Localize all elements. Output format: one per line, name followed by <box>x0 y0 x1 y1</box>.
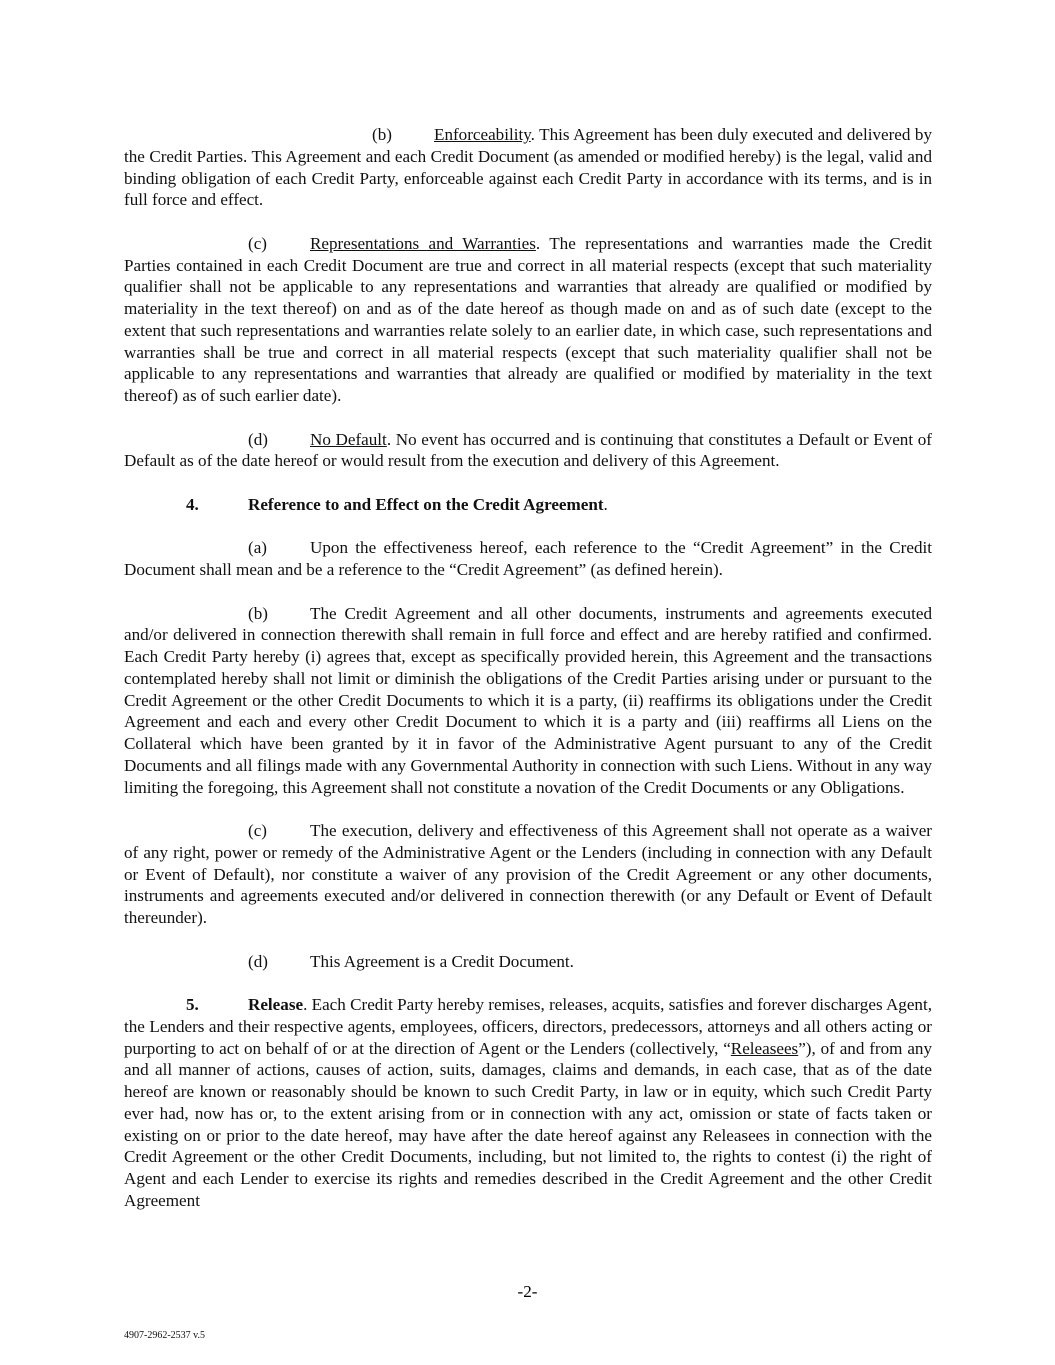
paragraph-3b <box>124 124 932 211</box>
paragraph-4c <box>124 820 932 929</box>
paragraph-text: The execution, delivery and effectiveness of this Agreement shall not operate as a waiver of any right, power or remedy of the Administrative Agent or the Lenders (including in connection with any Default or Event of Default), nor constitute a waiver of any provision of the Credit Agreement or any other documents, instruments and agreements executed and/or delivered in connection therewith (or any Default or Event of Default thereunder). <box>124 821 932 927</box>
defined-term: Releasees <box>730 1038 799 1058</box>
paragraph-text: Upon the effectiveness hereof, each reference to the “Credit Agreement” in the Credit Document shall mean and be a reference to the “Credit Agreement” (as defined herein). <box>124 538 932 579</box>
paragraph-3c <box>124 233 932 407</box>
paragraph-number: (a) <box>248 538 267 558</box>
paragraph-4a <box>124 537 932 581</box>
paragraph-4b <box>124 603 932 799</box>
paragraph-title: Representations and Warranties <box>310 233 536 253</box>
paragraph-number: (b) <box>372 125 392 144</box>
paragraph-number: (d) <box>248 951 268 971</box>
section-4-heading <box>124 494 932 516</box>
paragraph-number: (d) <box>248 429 268 449</box>
section-title: Release <box>248 995 304 1014</box>
paragraph-4d <box>124 951 932 973</box>
paragraph-number: (c) <box>248 821 267 840</box>
paragraph-number: (b) <box>248 603 268 623</box>
paragraph-text: . This Agreement has been duly executed and delivered by the Credit Parties. This Agreement and each Credit Document (as amended or modified hereby) is the legal, valid and binding obligation of each Credit Party, enforceable against each Credit Party in accordance with its terms, and is in full force and effect. <box>124 125 932 210</box>
section-number: 4. <box>186 494 199 514</box>
paragraph-number: (c) <box>248 233 267 253</box>
document-id: 4907-2962-2537 v.5 <box>124 1330 206 1341</box>
paragraph-text: . The representations and warranties made the Credit Parties contained in each Credit Document are true and correct in all material respects (except that such materiality qualifier shall not be applicable to any representations and warranties that already are qualified or modified by materiality in the text thereof) on and as of the date hereof as though made on and as of such date (except to the extent that such representations and warranties relate solely to an earlier date, in which case, such representations and warranties shall be true and correct in all material respects (except that such materiality qualifier shall not be applicable to any representations and warranties that already are qualified or modified by materiality in the text thereof) as of such earlier date). <box>124 233 932 405</box>
paragraph-title: Enforceability <box>434 125 531 144</box>
page-number: -2- <box>517 1282 538 1301</box>
document-page <box>124 124 932 1233</box>
section-number: 5. <box>186 995 199 1014</box>
section-text-part-1: . Each Credit Party hereby remises, releases, acquits, satisfies and forever discharges Agent, the Lenders and their respective agents, employees, officers, directors, predecessors, attorneys and all others acting or purporting to act on behalf of or at the direction of Agent or the Lenders (collectively, “ <box>124 995 932 1058</box>
section-title-tail: . <box>603 494 608 514</box>
section-5-release <box>124 994 932 1212</box>
section-title: Reference to and Effect on the Credit Agreement <box>248 494 604 514</box>
section-text-part-2: ”), of and from any and all manner of actions, causes of action, suits, damages, claims and demands, in each case, that as of the date hereof are known or reasonably should be known to such Credit Party, in law or in equity, which such Credit Party ever had, now has or, to the extent arising from or in connection with any act, omission or state of facts taken or existing on or prior to the date hereof, may have after the date hereof against any Releasees in connection with the Credit Agreement or the other Credit Documents, including, but not limited to, the rights to contest (i) the right of Agent and each Lender to exercise its rights and remedies described in the Credit Agreement and the other Credit Agreement <box>124 1038 933 1210</box>
paragraph-text: The Credit Agreement and all other documents, instruments and agreements executed and/or delivered in connection therewith shall remain in full force and effect and are hereby ratified and confirmed. Each Credit Party hereby (i) agrees that, except as specifically provided herein, this Agreement and the transactions contemplated hereby shall not limit or diminish the obligations of the Credit Parties arising under or pursuant to the Credit Agreement or the other Credit Documents to which it is a party, (ii) reaffirms its obligations under the Credit Agreement and each and every other Credit Document to which it is a party and (iii) reaffirms all Liens on the Collateral which have been granted by it in favor of the Administrative Agent pursuant to any of the Credit Documents and all filings made with any Governmental Authority in connection with such Liens. Without in any way limiting the foregoing, this Agreement shall not constitute a novation of the Credit Documents or any Obligations. <box>124 603 932 797</box>
paragraph-text: This Agreement is a Credit Document. <box>310 951 574 971</box>
paragraph-3d <box>124 429 932 473</box>
paragraph-title: No Default <box>310 429 387 449</box>
paragraph-text: . No event has occurred and is continuing that constitutes a Default or Event of Default as of the date hereof or would result from the execution and delivery of this Agreement. <box>124 429 932 471</box>
